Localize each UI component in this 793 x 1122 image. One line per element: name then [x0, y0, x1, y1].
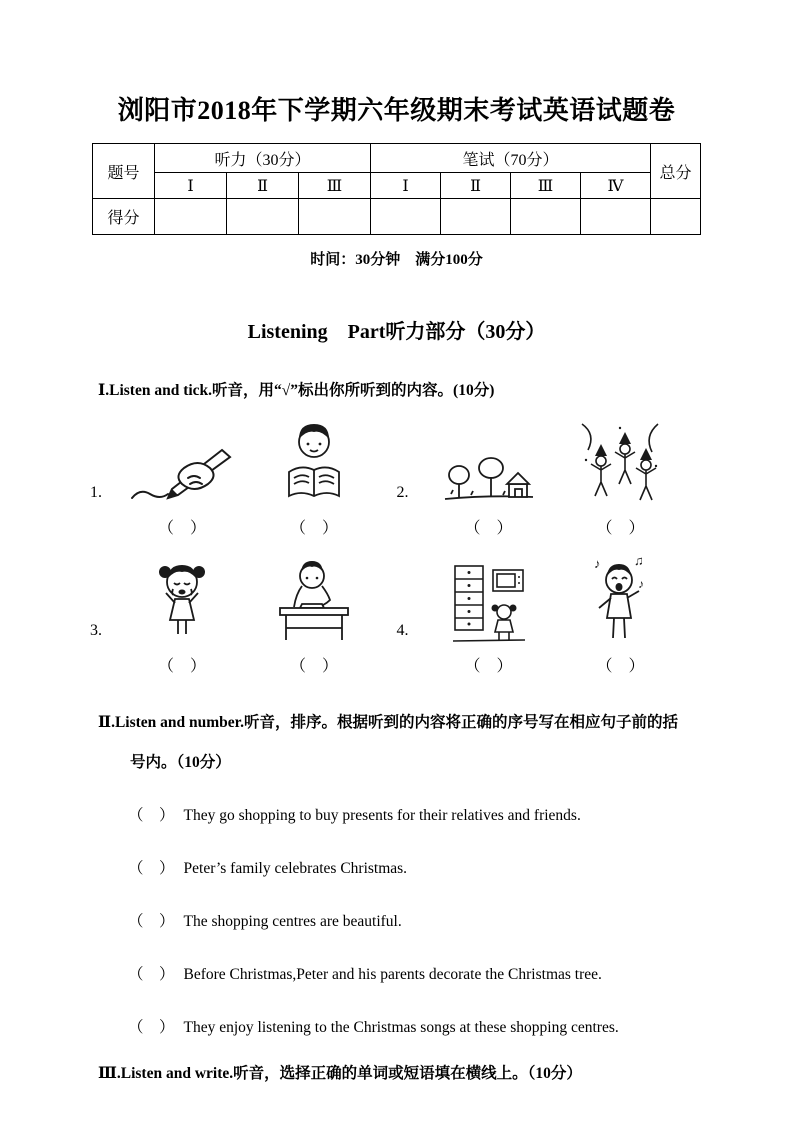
subheader-cell: Ⅰ	[371, 173, 441, 199]
answer-bracket: （ ）	[157, 658, 206, 675]
subheader-cell: Ⅰ	[155, 173, 227, 199]
subheader-cell: Ⅳ	[581, 173, 651, 199]
tick-item-3	[90, 554, 397, 676]
score-blank-cell	[441, 199, 511, 235]
listening-part-title: Listening Part听力部分（30分）	[247, 321, 546, 343]
tick-option	[555, 416, 687, 538]
subheader-cell: Ⅱ	[441, 173, 511, 199]
boy-doing-homework-illustration	[274, 554, 354, 644]
time-and-score-note: 时间：30分钟 满分100分	[310, 252, 483, 268]
score-blank-cell	[155, 199, 227, 235]
sentence-text: They enjoy listening to the Christmas songs at these shopping centres.	[183, 1019, 619, 1036]
answer-bracket: （ ）	[289, 520, 338, 537]
number-sentence-1	[90, 803, 703, 825]
answer-bracket: （ ）	[128, 913, 175, 930]
tick-option	[116, 416, 248, 538]
tick-item-2	[397, 416, 704, 538]
svg-text:♫: ♫	[633, 554, 644, 568]
svg-text:♪: ♪	[593, 556, 600, 571]
tick-row-1	[90, 416, 703, 538]
subheader-cell: Ⅲ	[511, 173, 581, 199]
tick-option	[248, 554, 380, 676]
score-blank-cell	[371, 199, 441, 235]
section3-heading: Ⅲ.Listen and write.听音，选择正确的单词或短语填在横线上。（10分）	[98, 1065, 582, 1082]
farm-scene-illustration	[443, 416, 535, 506]
score-blank-cell	[299, 199, 371, 235]
boy-singing-illustration	[592, 554, 650, 644]
answer-bracket: （ ）	[464, 520, 513, 537]
score-blank-cell	[511, 199, 581, 235]
sentence-text: Before Christmas,Peter and his parents decorate the Christmas tree.	[183, 966, 602, 983]
number-sentence-2	[90, 856, 703, 878]
tick-option	[423, 416, 555, 538]
writing-hand-illustration	[126, 416, 238, 506]
question-number-label: 题号	[93, 144, 155, 199]
tick-option	[248, 416, 380, 538]
answer-bracket: （ ）	[157, 520, 206, 537]
section2-heading-line2: 号内。（10分）	[130, 754, 231, 771]
answer-bracket: （ ）	[289, 658, 338, 675]
tick-item-1	[90, 416, 397, 538]
item-number: 1.	[90, 484, 102, 501]
item-number: 4.	[396, 622, 409, 639]
crowd-celebration-illustration	[578, 416, 663, 506]
writing-header-cell: 笔试（70分）	[371, 144, 651, 173]
number-sentence-5	[90, 1015, 703, 1037]
subheader-cell: Ⅲ	[299, 173, 371, 199]
item-number: 2.	[396, 484, 409, 501]
subheader-cell: Ⅱ	[227, 173, 299, 199]
score-blank-cell	[651, 199, 701, 235]
section1-heading: Ⅰ.Listen and tick.听音，用“√”标出你所听到的内容。(10分)	[98, 382, 495, 399]
score-row-label: 得分	[93, 199, 155, 235]
svg-text:♪: ♪	[637, 577, 644, 591]
sentence-text: Peter’s family celebrates Christmas.	[183, 860, 408, 877]
listening-header-cell: 听力（30分）	[155, 144, 371, 173]
answer-bracket: （ ）	[128, 1019, 175, 1036]
tick-item-4	[397, 554, 704, 676]
section2-heading-line1: Ⅱ.Listen and number.听音，排序。根据听到的内容将正确的序号写在相应句子前的括	[98, 714, 679, 731]
tick-option	[555, 554, 687, 676]
tick-option	[423, 554, 555, 676]
page-title: 浏阳市2018年下学期六年级期末考试英语试题卷	[117, 96, 676, 125]
room-with-drawers-illustration	[451, 554, 527, 644]
answer-bracket: （ ）	[128, 860, 175, 877]
answer-bracket: （ ）	[128, 966, 175, 983]
tick-option	[116, 554, 248, 676]
answer-bracket: （ ）	[596, 658, 645, 675]
item-number: 3.	[90, 622, 102, 639]
tick-row-2	[90, 554, 703, 676]
sentence-text: The shopping centres are beautiful.	[183, 913, 402, 930]
number-sentence-3	[90, 909, 703, 931]
answer-bracket: （ ）	[128, 807, 175, 824]
score-table	[92, 143, 701, 235]
listen-and-tick-grid	[90, 416, 703, 676]
score-blank-cell	[227, 199, 299, 235]
score-blank-cell	[581, 199, 651, 235]
sentence-text: They go shopping to buy presents for their relatives and friends.	[183, 807, 581, 824]
number-sentence-4	[90, 962, 703, 984]
girl-crying-illustration	[158, 554, 206, 644]
boy-reading-book-illustration	[284, 416, 344, 506]
answer-bracket: （ ）	[596, 520, 645, 537]
total-header-cell: 总分	[651, 144, 701, 199]
answer-bracket: （ ）	[464, 658, 513, 675]
